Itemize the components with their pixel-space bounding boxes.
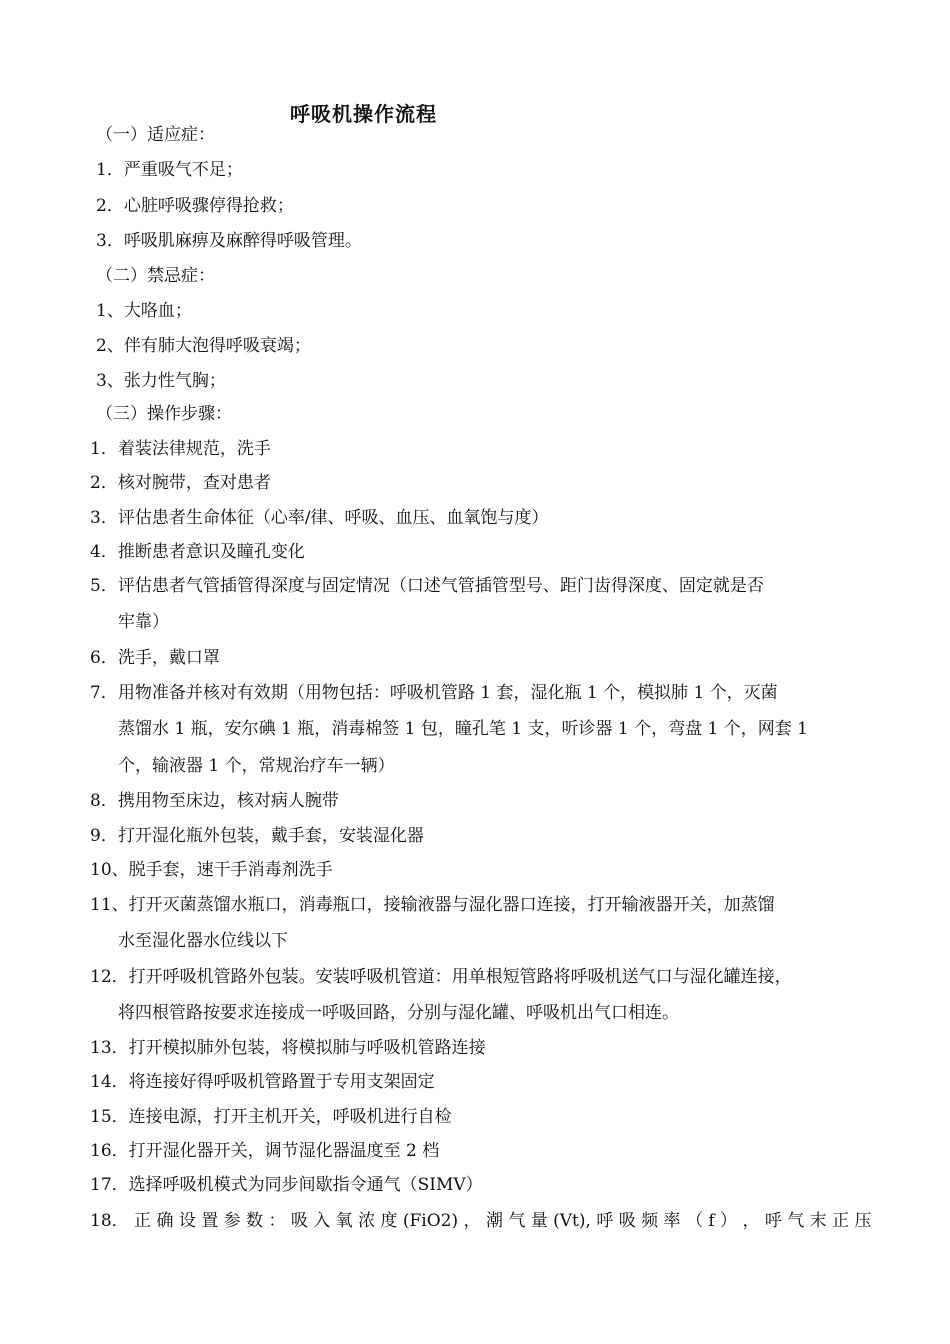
section-heading-steps: （三）操作步骤： — [96, 404, 232, 424]
step-item: 2．核对腕带，查对患者 — [90, 473, 271, 493]
step-item: 15．连接电源，打开主机开关，呼吸机进行自检 — [90, 1107, 452, 1127]
section-heading-indications: （一）适应症： — [96, 125, 215, 145]
page-title: 呼吸机操作流程 — [290, 102, 437, 126]
step-item: 10、脱手套，速干手消毒剂洗手 — [90, 860, 333, 880]
step-item: 18． 正 确 设 置 参 数 ： 吸 入 氧 浓 度 (FiO2) ， 潮 气 量 (Vt), 呼 吸 频 率 （ f ） ， 呼 气 末 正 压 — [90, 1211, 872, 1231]
list-item: 2．心脏呼吸骤停得抢救； — [96, 196, 294, 216]
list-item: 1、大咯血； — [96, 301, 192, 321]
step-item: 12．打开呼吸机管路外包装。安装呼吸机管道：用单根短管路将呼吸机送气口与湿化罐连接， — [90, 967, 792, 987]
step-item: 9．打开湿化瓶外包装，戴手套，安装湿化器 — [90, 826, 424, 846]
step-item-continuation: 牢靠） — [118, 612, 169, 632]
list-item: 3．呼吸肌麻痹及麻醉得呼吸管理。 — [96, 231, 362, 251]
step-item-continuation: 将四根管路按要求连接成一呼吸回路，分别与湿化罐、呼吸机出气口相连。 — [118, 1003, 679, 1023]
step-item-continuation: 水至湿化器水位线以下 — [118, 931, 288, 951]
step-item-continuation: 个，输液器 1 个，常规治疗车一辆） — [118, 756, 395, 776]
step-item: 3．评估患者生命体征（心率/律、呼吸、血压、血氧饱与度） — [90, 508, 549, 528]
step-item: 8．携用物至床边，核对病人腕带 — [90, 791, 339, 811]
step-item: 17．选择呼吸机模式为同步间歇指令通气（SIMV） — [90, 1175, 483, 1195]
step-item: 5．评估患者气管插管得深度与固定情况（口述气管插管型号、距门齿得深度、固定就是否 — [90, 576, 764, 596]
list-item: 2、伴有肺大泡得呼吸衰竭； — [96, 336, 311, 356]
list-item: 1．严重吸气不足； — [96, 160, 243, 180]
step-item: 13．打开模拟肺外包装，将模拟肺与呼吸机管路连接 — [90, 1038, 486, 1058]
step-item: 11、打开灭菌蒸馏水瓶口，消毒瓶口，接输液器与湿化器口连接，打开输液器开关，加蒸馏 — [90, 895, 775, 915]
step-item: 1．着装法律规范，洗手 — [90, 439, 271, 459]
section-heading-contraindications: （二）禁忌症： — [96, 266, 215, 286]
step-item: 16．打开湿化器开关，调节湿化器温度至 2 档 — [90, 1141, 440, 1161]
step-item-continuation: 蒸馏水 1 瓶，安尔碘 1 瓶，消毒棉签 1 包，瞳孔笔 1 支，听诊器 1 个，弯盘 1 个，网套 1 — [118, 719, 808, 739]
step-item: 4．推断患者意识及瞳孔变化 — [90, 542, 305, 562]
step-item: 6．洗手，戴口罩 — [90, 648, 220, 668]
step-item: 7．用物准备并核对有效期（用物包括：呼吸机管路 1 套，湿化瓶 1 个，模拟肺 1 个，灭菌 — [90, 683, 778, 703]
list-item: 3、张力性气胸； — [96, 371, 226, 391]
step-item: 14．将连接好得呼吸机管路置于专用支架固定 — [90, 1072, 435, 1092]
